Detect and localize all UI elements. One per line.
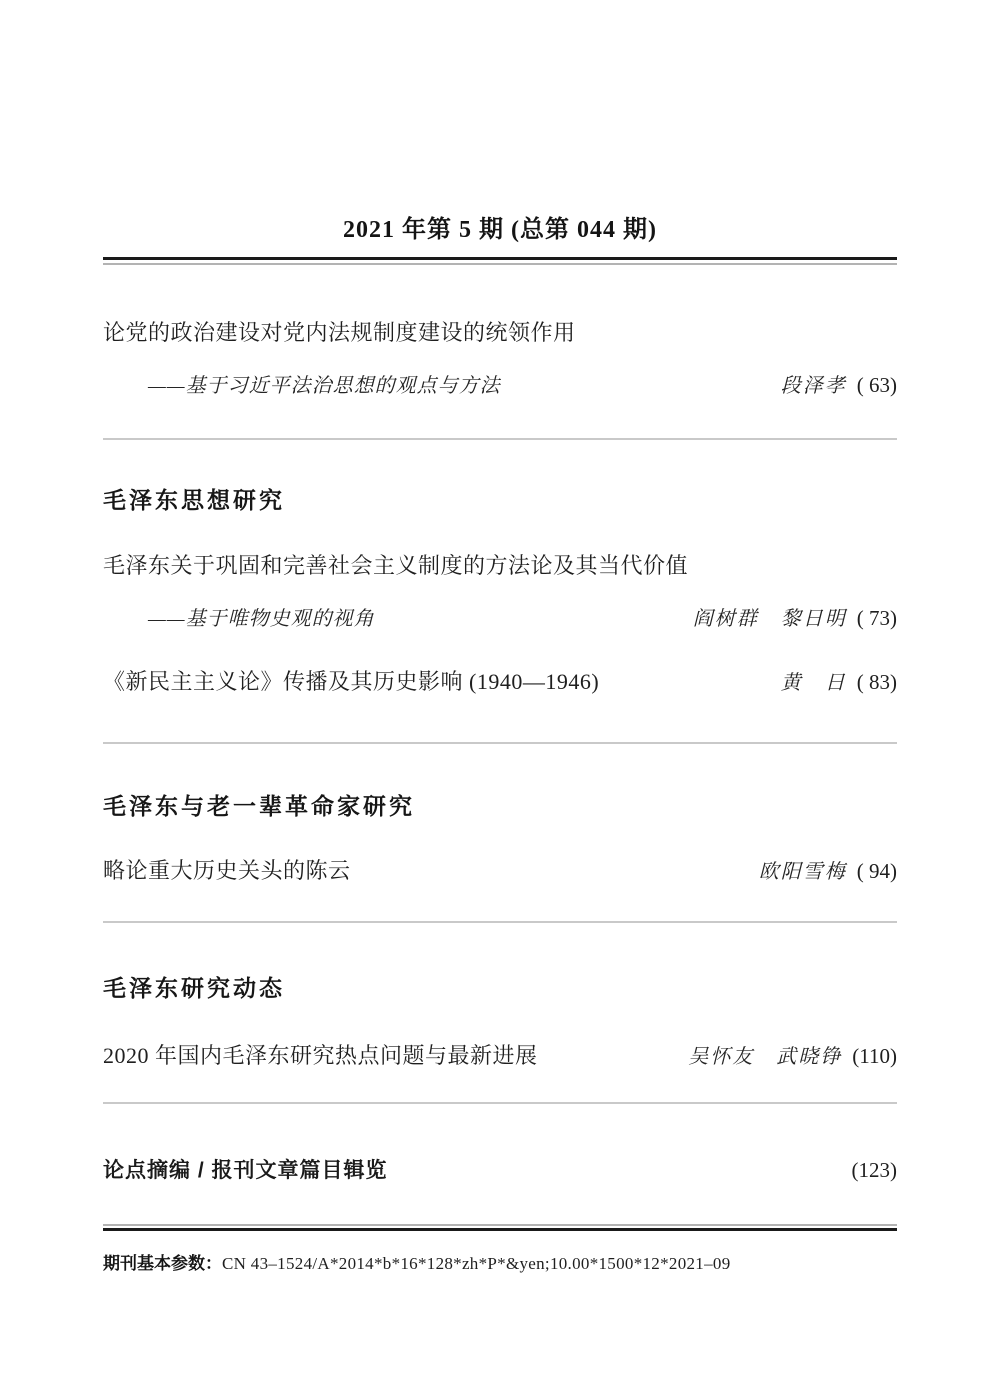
- section-divider: [103, 438, 897, 440]
- misc-entry-title: 论点摘编 / 报刊文章篇目辑览: [103, 1159, 388, 1182]
- author-page-group: [781, 666, 897, 695]
- article-authors: 段泽孝: [780, 375, 847, 397]
- journal-parameters-label: 期刊基本参数：: [103, 1254, 222, 1273]
- article-subtitle: ——基于习近平法治思想的观点与方法: [148, 375, 501, 397]
- article-authors: 阎树群 黎日明: [692, 608, 847, 630]
- article-page-number: ( 63): [856, 373, 897, 397]
- article-row: [103, 855, 897, 884]
- double-rule-top: [103, 257, 897, 265]
- article-title: 毛泽东关于巩固和完善社会主义制度的方法论及其当代价值: [103, 553, 689, 578]
- article-subtitle-row: [103, 602, 897, 633]
- rule-thin-line: [103, 263, 897, 265]
- article-authors: 黄 日: [780, 672, 847, 694]
- toc-content: [103, 0, 897, 1276]
- section-divider: [103, 921, 897, 923]
- double-rule-bottom: [103, 1224, 897, 1231]
- misc-entry-page-number: (123): [851, 1158, 897, 1182]
- article-title: 《新民主主义论》传播及其历史影响 (1940—1946): [103, 669, 600, 694]
- article-page-number: (110): [852, 1044, 897, 1068]
- article-row: [103, 666, 897, 695]
- article-title: 论党的政治建设对党内法规制度建设的统领作用: [103, 320, 576, 345]
- section-header: 毛泽东与老一辈革命家研究: [103, 794, 415, 819]
- article-row: [103, 1040, 897, 1069]
- article-subtitle-row: [103, 369, 897, 400]
- article-subtitle: ——基于唯物史观的视角: [148, 608, 375, 630]
- article-title: 2020 年国内毛泽东研究热点问题与最新进展: [103, 1043, 538, 1068]
- author-page-group: [781, 369, 897, 398]
- journal-parameters-line: [103, 1252, 897, 1276]
- article-authors: 欧阳雪梅: [758, 861, 847, 883]
- issue-title: 2021 年第 5 期 (总第 044 期): [343, 217, 657, 243]
- section-header: 毛泽东思想研究: [103, 488, 285, 513]
- journal-parameters-value: CN 43–1524/A*2014*b*16*128*zh*P*&yen;10.00*1500*12*2021–09: [222, 1254, 731, 1273]
- article-title: 略论重大历史关头的陈云: [103, 858, 351, 883]
- section-header: 毛泽东研究动态: [103, 976, 285, 1001]
- author-page-group: [688, 1040, 897, 1069]
- article-page-number: ( 94): [856, 859, 897, 883]
- rule-thick-line: [103, 1228, 897, 1231]
- article-authors: 吴怀友 武晓铮: [688, 1046, 843, 1068]
- section-divider: [103, 742, 897, 744]
- misc-entry-row: [103, 1157, 897, 1185]
- article-page-number: ( 73): [856, 606, 897, 630]
- article-page-number: ( 83): [856, 670, 897, 694]
- section-divider: [103, 1102, 897, 1104]
- author-page-group: [759, 855, 897, 884]
- author-page-group: [693, 602, 897, 631]
